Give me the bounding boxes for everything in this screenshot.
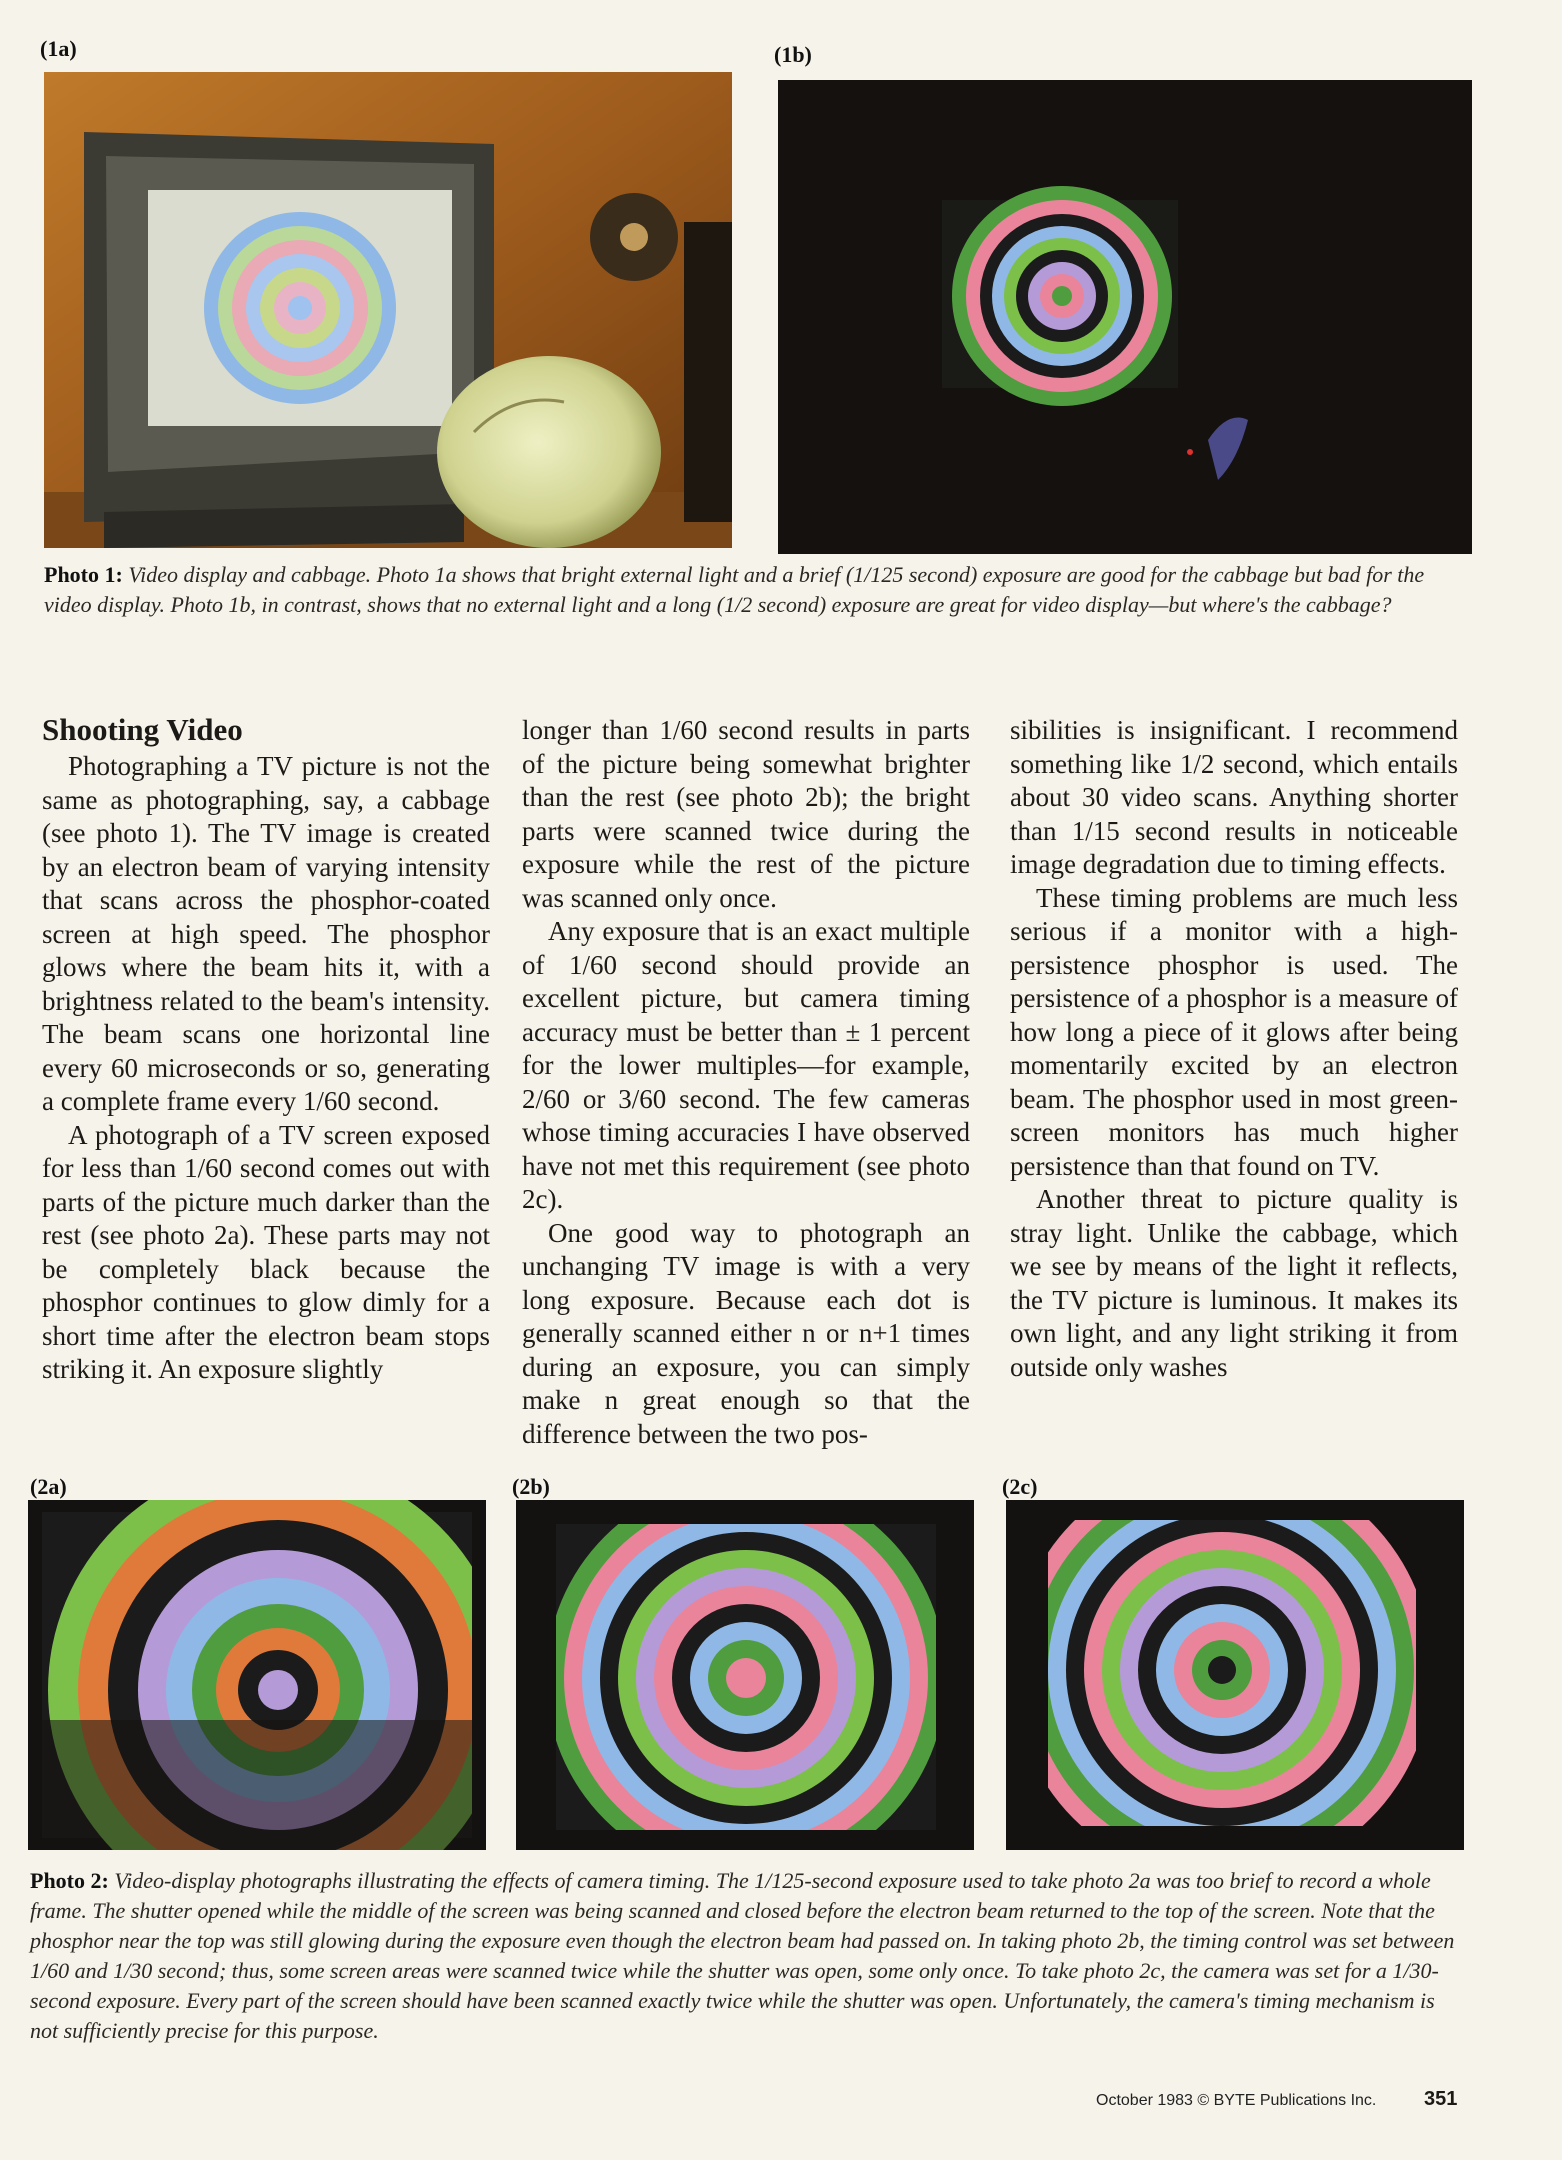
photo-1a-tv-and-cabbage [44, 72, 732, 548]
spiral-graphic [204, 212, 396, 404]
paragraph: One good way to photograph an unchanging TV image is with a very long exposure. Because each dot is generally scanned either n or n+1 times during an exposure, you can simply make n great enough so that the difference between the two pos- [522, 1217, 970, 1449]
paragraph: Another threat to picture quality is stray light. Unlike the cabbage, which we see by means of the light it reflects, the TV picture is luminous. It makes its own light, and any light striking it from outside only washes [1010, 1184, 1458, 1382]
photo-2a-brief-exposure [28, 1500, 486, 1850]
photo-2-caption [30, 1866, 1460, 2046]
paragraph: sibilities is insignificant. I recommend something like 1/2 second, which entails about 30 video scans. Anything shorter than 1/15 second results in noticeable image degradation due to timing effects. [1010, 715, 1458, 879]
caption-2-lead: Photo 2: [30, 1868, 109, 1893]
photo-2a-label: (2a) [30, 1474, 67, 1499]
photo-2b-timing-between [516, 1500, 974, 1850]
photo-2c-thirtieth-second [1006, 1500, 1464, 1850]
article-column-1 [42, 712, 490, 1387]
footer-credit: October 1983 © BYTE Publications Inc. [1096, 2092, 1377, 2109]
caption-1-lead: Photo 1: [44, 562, 123, 587]
photo-2c-label: (2c) [1002, 1474, 1038, 1499]
article-column-3 [1010, 714, 1458, 1384]
paragraph: Any exposure that is an exact multiple of 1/60 second should provide an excellent picture, but camera timing accuracy must be better than ± 1 percent for the lower multiples—for example, 2/60 or 3/60 second. The few cameras whose timing accuracies I have observed have not met this requirement (see photo 2c). [522, 916, 970, 1214]
paragraph: These timing problems are much less serious if a monitor with a high-persistence phosphor is used. The persistence of a phosphor is a measure of how long a piece of it glows after being momentarily excited by an electron beam. The phosphor used in most green-screen monitors has much higher persistence than that found on TV. [1010, 882, 1458, 1181]
photo-2b-label: (2b) [512, 1474, 550, 1499]
photo-1b-long-exposure [778, 80, 1472, 554]
photo-1a-label: (1a) [40, 36, 77, 61]
photo-1-caption [44, 560, 1472, 620]
paragraph: longer than 1/60 second results in parts of the picture being somewhat brighter than the rest (see photo 2b); the bright parts were scanned twice during the exposure while the rest of the picture was scanned only once. [522, 715, 970, 913]
photo-1b-label: (1b) [774, 42, 812, 67]
paragraph: A photograph of a TV screen exposed for less than 1/60 second comes out with parts of the picture much darker than the rest (see photo 2a). These parts may not be completely black because the phosphor continues to glow dimly for a short time after the electron beam stops striking it. An exposure slightly [42, 1119, 490, 1384]
article-column-2 [522, 714, 970, 1451]
caption-1-text: Video display and cabbage. Photo 1a shows that bright external light and a brief (1/125 second) exposure are good for the cabbage but bad for the video display. Photo 1b, in contrast, shows that no external light and a long (1/2 second) exposure are great for video display—but where's the cabbage? [44, 562, 1425, 617]
section-heading: Shooting Video [42, 712, 243, 747]
paragraph: Photographing a TV picture is not the same as photographing, say, a cabbage (see photo 1). The TV image is created by an electron beam of varying intensity that scans across the phosphor-coated screen at high speed. The phosphor glows where the beam hits it, with a brightness related to the beam's intensity. The beam scans one horizontal line every 60 microseconds or so, generating a complete frame every 1/60 second. [42, 751, 490, 1116]
caption-2-text: Video-display photographs illustrating the effects of camera timing. The 1/125-second exposure used to take photo 2a was too brief to record a whole frame. The shutter opened while the middle of the screen was being scanned and closed before the electron beam returned to the top of the screen. Note that the phosphor near the top was still glowing during the exposure even though the electron beam had passed on. In taking photo 2b, the timing control was set between 1/60 and 1/30 second; thus, some screen areas were scanned twice while the shutter was open, some only once. To take photo 2c, the camera was set for a 1/30-second exposure. Every part of the screen should have been scanned exactly twice while the shutter was open. Unfortunately, the camera's timing mechanism is not sufficiently precise for this purpose. [30, 1868, 1455, 2043]
page-number: 351 [1424, 2088, 1458, 2110]
